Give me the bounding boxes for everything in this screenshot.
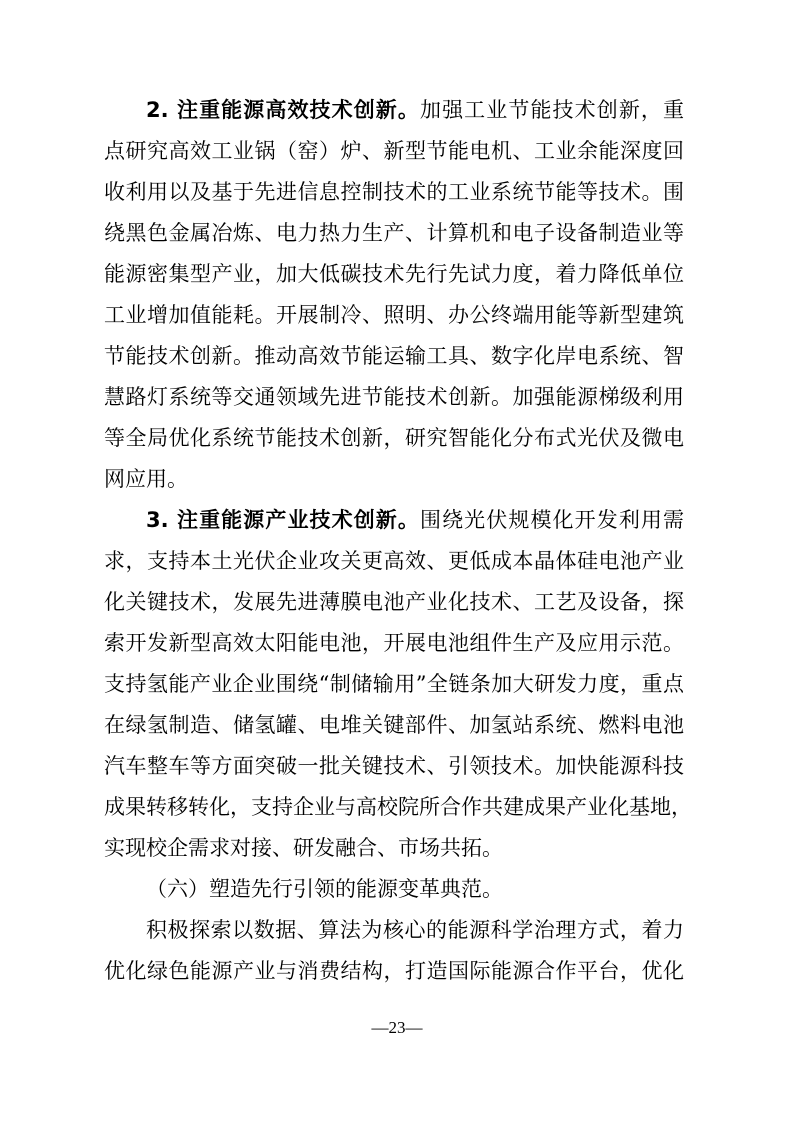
paragraph-line: 化关键技术，发展先进薄膜电池产业化技术、工艺及设备，探 [104,590,684,614]
paragraph-line: 能源密集型产业，加大低碳技术先行先试力度，着力降低单位 [104,262,684,286]
paragraph-line: 在绿氢制造、储氢罐、电堆关键部件、加氢站系统、燃料电池 [104,713,684,737]
paragraph-line: 汽车整车等方面突破一批关键技术、引领技术。加快能源科技 [104,754,684,778]
paragraph-line: 等全局优化系统节能技术创新，研究智能化分布式光伏及微电 [104,426,684,450]
paragraph-line: 支持氢能产业企业围绕“制储输用”全链条加大研发力度，重点 [104,672,684,696]
line-text: 加强工业节能技术创新，重 [420,98,685,122]
paragraph-line: 成果转移转化，支持企业与高校院所合作共建成果产业化基地， [104,795,692,819]
page-number: —23— [371,1018,423,1037]
paragraph-line: 慧路灯系统等交通领域先进节能技术创新。加强能源梯级利用 [104,385,684,409]
paragraph-line: 积极探索以数据、算法为核心的能源科学治理方式，着力 [146,918,684,942]
paragraph-line: 索开发新型高效太阳能电池，开展电池组件生产及应用示范。 [104,631,684,655]
section-heading: 2. 注重能源高效技术创新。 [146,98,420,122]
paragraph-line: 收利用以及基于先进信息控制技术的工业系统节能等技术。围 [104,180,684,204]
paragraph-line: 求，支持本土光伏企业攻关更高效、更低成本晶体硅电池产业 [104,549,684,573]
paragraph-line: 节能技术创新。推动高效节能运输工具、数字化岸电系统、智 [104,344,684,368]
line-text: 围绕光伏规模化开发利用需 [420,508,685,532]
paragraph-line: 工业增加值能耗。开展制冷、照明、办公终端用能等新型建筑 [104,303,684,327]
paragraph-line: 点研究高效工业锅（窑）炉、新型节能电机、工业余能深度回 [104,139,684,163]
paragraph-line: 网应用。 [104,467,188,491]
paragraph-line: 绕黑色金属冶炼、电力热力生产、计算机和电子设备制造业等 [104,221,684,245]
subsection-title: （六）塑造先行引领的能源变革典范。 [146,877,503,901]
paragraph-line: 优化绿色能源产业与消费结构，打造国际能源合作平台，优化 [104,959,684,983]
paragraph-line [104,502,684,538]
section-heading: 3. 注重能源产业技术创新。 [146,508,420,532]
paragraph-line: 实现校企需求对接、研发融合、市场共拓。 [104,836,503,860]
paragraph-line [104,92,684,128]
